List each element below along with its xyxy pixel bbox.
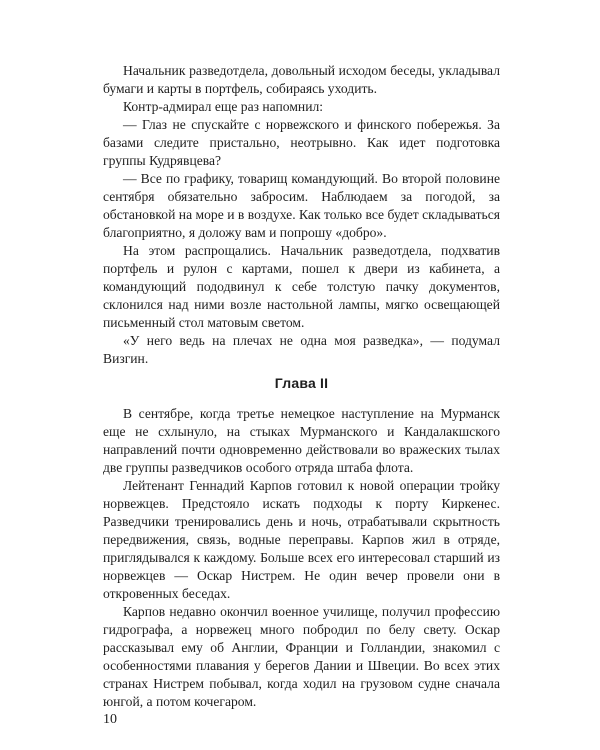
paragraph: — Глаз не спускайте с норвежского и финского побережья. За базами следите пристально, неотрывно. Как идет подготовка группы Кудрявцева?: [103, 117, 500, 168]
paragraph: Контр-адмирал еще раз напомнил:: [123, 99, 324, 114]
text-section-before-chapter: [103, 62, 500, 368]
paragraph: Начальник разведотдела, довольный исходом беседы, укладывал бумаги и карты в портфель, собираясь уходить.: [103, 63, 500, 96]
page-number: 10: [103, 712, 117, 727]
paragraph: В сентябре, когда третье немецкое наступление на Мурманск еще не схлынуло, на стыках Мурманского и Кандалакшского направлений почти одновременно действовали во вражеских тылах две группы разведчиков особого отряда штаба флота.: [103, 406, 500, 475]
paragraph: — Все по графику, товарищ командующий. Во второй половине сентября обязательно забросим. Наблюдаем за погодой, за обстановкой на море и в воздухе. Как только все будет складываться благоприятно, я доложу вам и попрошу «добро».: [103, 171, 500, 240]
paragraph: Лейтенант Геннадий Карпов готовил к новой операции тройку норвежцев. Предстояло искать подходы к порту Киркенес. Разведчики тренировались день и ночь, отрабатывали скрытность передвижения, связь, водные переправы. Карпов жил в отряде, приглядывался к каждому. Больше всех его интересовал старший из норвежцев — Оскар Нистрем. Не один вечер провели они в откровенных беседах.: [103, 478, 500, 601]
text-section-chapter: [103, 405, 500, 711]
paragraph: Карпов недавно окончил военное училище, получил профессию гидрографа, а норвежец много побродил по белу свету. Оскар рассказывал ему об Англии, Франции и Голландии, знакомил с особенностями плавания у берегов Дании и Швеции. Во всех этих странах Нистрем побывал, когда ходил на грузовом судне сначала юнгой, а потом кочегаром.: [103, 604, 500, 709]
chapter-heading: Глава II: [274, 375, 329, 391]
paragraph: «У него ведь на плечах не одна моя разведка», — подумал Визгин.: [103, 333, 500, 366]
paragraph: На этом распрощались. Начальник разведотдела, подхватив портфель и рулон с картами, пошел к двери из кабинета, а командующий пододвинул к себе толстую пачку документов, склонился над ними возле настольной лампы, мягко освещающей письменный стол матовым светом.: [103, 243, 500, 330]
